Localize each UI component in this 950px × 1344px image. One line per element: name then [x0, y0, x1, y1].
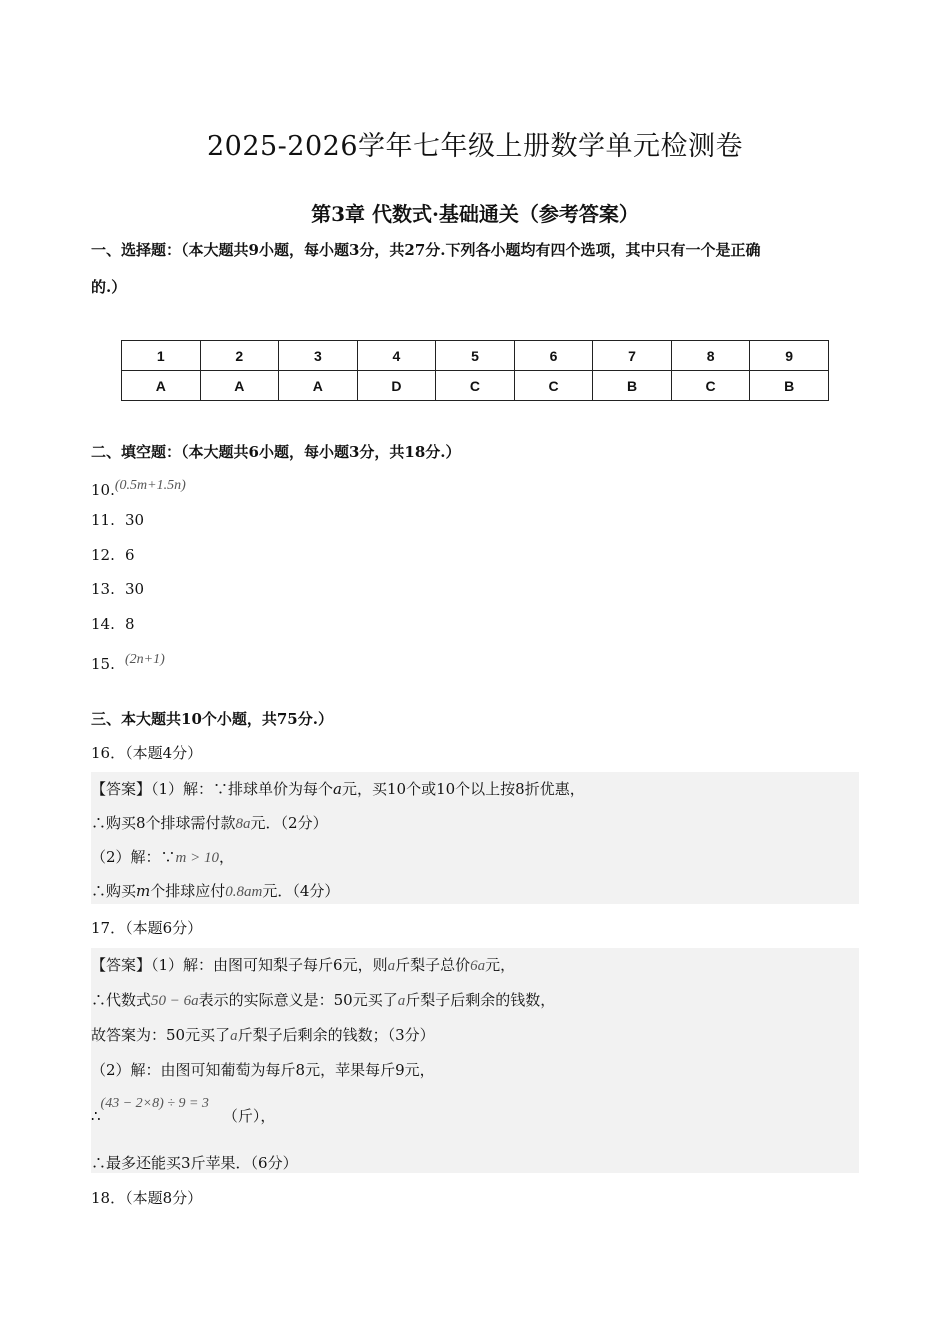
table-cell: 2 [200, 341, 279, 371]
item-answer-math: (2n+1) [125, 652, 165, 667]
table-cell: C [514, 371, 593, 401]
math-expression: m > 10 [175, 850, 220, 866]
q16-line2 [91, 812, 328, 833]
q17-line3 [91, 1024, 435, 1045]
table-cell: B [750, 371, 829, 401]
answer-table-question-row [122, 341, 829, 371]
text: 元．（2分） [250, 814, 328, 832]
table-cell: A [279, 371, 358, 401]
q17-line1 [91, 954, 515, 975]
fill-item-11 [91, 511, 144, 529]
math-expression: a [230, 1028, 238, 1044]
item-answer: 30 [125, 511, 145, 529]
fill-item-13 [91, 580, 144, 598]
var-a: a [333, 780, 342, 798]
math-expression: a [387, 958, 396, 974]
q16-line3 [91, 846, 234, 867]
item-number: 15. [91, 655, 115, 673]
page-subtitle: 第3章 代数式·基础通关（参考答案） [311, 202, 639, 226]
q17-line4: （2）解：由图可知葡萄为每斤8元，苹果每斤9元， [91, 1061, 435, 1079]
q17-line2 [91, 989, 555, 1010]
text: 【答案】（1）解：由图可知梨子每斤6元，则 [91, 956, 388, 974]
text: 元，买10个或10个以上按8折优惠， [342, 780, 585, 798]
item-number: 13. [91, 580, 115, 598]
answer-table [121, 340, 829, 401]
text: 个排球应付 [150, 882, 226, 900]
section1-heading-line1: 一、选择题：（本大题共9小题，每小题3分，共27分.下列各小题均有四个选项，其中只有一个是正确 [91, 241, 761, 259]
table-cell: 3 [279, 341, 358, 371]
item-number: 10. [91, 481, 115, 499]
text: ， [219, 848, 235, 866]
table-cell: 1 [122, 341, 201, 371]
math-expression: 6a [470, 958, 486, 974]
text: ∴代数式 [91, 991, 152, 1009]
q17-answer-box [91, 948, 859, 1173]
math-expression: 0.8am [225, 884, 263, 900]
text: 【答案】（1）解：∵排球单价为每个 [91, 780, 334, 798]
fill-item-12 [91, 546, 135, 564]
q17-line6: ∴最多还能买3斤苹果．（6分） [91, 1154, 298, 1172]
q17-label: 17．（本题6分） [91, 919, 203, 937]
text: 斤梨子总价 [395, 956, 471, 974]
math-expression: a [397, 993, 406, 1009]
text: （斤）， [222, 1107, 276, 1125]
page-title: 2025-2026学年七年级上册数学单元检测卷 [206, 131, 744, 162]
item-answer: 30 [125, 580, 145, 598]
table-cell: C [436, 371, 515, 401]
item-number: 12. [91, 546, 115, 564]
q16-label: 16．（本题4分） [91, 744, 203, 762]
table-cell: A [122, 371, 201, 401]
fill-item-14 [91, 615, 135, 633]
text: 元．（4分） [262, 882, 340, 900]
section1-heading-line2: 的.） [91, 278, 127, 296]
q16-answer-box [91, 772, 859, 904]
math-expression: 8a [235, 816, 251, 832]
text: 元， [485, 956, 516, 974]
q16-line1 [91, 778, 585, 799]
table-cell: 5 [436, 341, 515, 371]
item-answer-math: (0.5m+1.5n) [114, 478, 186, 493]
table-cell: A [200, 371, 279, 401]
text: ∴购买 [91, 882, 137, 900]
table-cell: 8 [671, 341, 750, 371]
table-cell: B [593, 371, 672, 401]
table-cell: 4 [357, 341, 436, 371]
item-answer: 8 [125, 615, 135, 633]
text: （2）解：∵ [91, 848, 176, 866]
text: 斤梨子后剩余的钱数， [405, 991, 556, 1009]
math-expression: (43 − 2×8) ÷ 9 = 3 [100, 1096, 209, 1111]
table-cell: 9 [750, 341, 829, 371]
section3-heading: 三、本大题共10个小题，共75分.） [91, 710, 333, 728]
table-cell: C [671, 371, 750, 401]
table-cell: D [357, 371, 436, 401]
fill-item-10 [91, 478, 186, 499]
text: 斤梨子后剩余的钱数；（3分） [237, 1026, 435, 1044]
q17-line5 [91, 1096, 275, 1126]
table-cell: 6 [514, 341, 593, 371]
text: ∴购买8个排球需付款 [91, 814, 236, 832]
fill-item-15 [91, 652, 165, 673]
answer-table-answer-row [122, 371, 829, 401]
q18-label: 18．（本题8分） [91, 1189, 203, 1207]
text: 表示的实际意义是：50元买了 [198, 991, 398, 1009]
table-cell: 7 [593, 341, 672, 371]
text: 故答案为：50元买了 [91, 1026, 231, 1044]
item-number: 11. [91, 511, 115, 529]
var-m: m [136, 882, 151, 900]
q16-line4 [91, 880, 339, 901]
item-answer: 6 [125, 546, 135, 564]
item-number: 14. [91, 615, 115, 633]
text: ∴ [91, 1107, 101, 1125]
section2-heading: 二、填空题：（本大题共6小题，每小题3分，共18分.） [91, 443, 461, 461]
math-expression: 50 − 6a [151, 993, 199, 1009]
